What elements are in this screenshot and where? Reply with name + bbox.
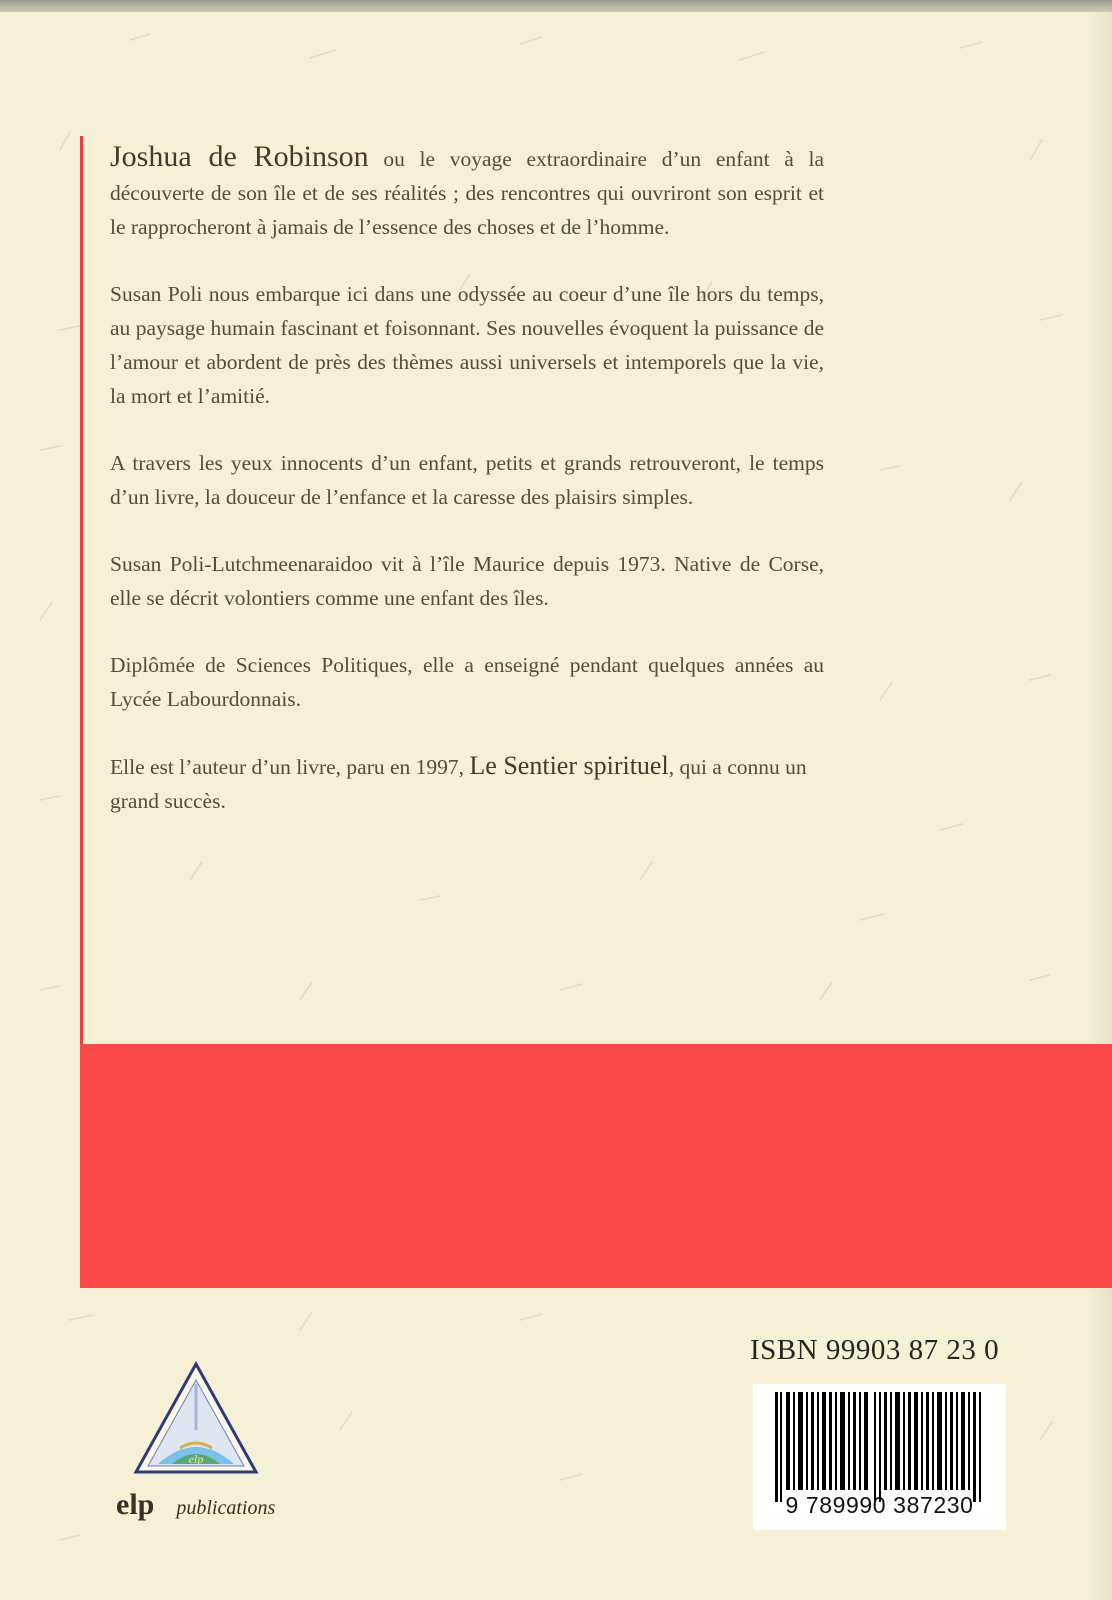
book-title: Joshua de Robinson — [110, 140, 369, 173]
author-bio-paragraph-2: Diplômée de Sciences Politiques, elle a enseigné pendant quelques années au Lycée Labourdonnais. — [110, 653, 824, 711]
elp-triangle-logo — [132, 1360, 260, 1478]
red-band — [80, 1044, 1112, 1288]
author-bio-paragraph-1: Susan Poli-Lutchmeenaraidoo vit à l’île Maurice depuis 1973. Native de Corse, elle se décrit volontiers comme une enfant des îles. — [110, 552, 824, 610]
blurb-paragraph-2: Susan Poli nous embarque ici dans une odyssée au coeur d’une île hors du temps, au paysage humain fascinant et foisonnant. Ses nouvelles évoquent la puissance de l’amour et abordent de près des thèmes aussi universels et intemporels que la vie, la mort et l’amitié. — [110, 282, 824, 408]
barcode — [753, 1384, 1006, 1530]
publisher-word: publications — [176, 1497, 276, 1519]
isbn-label: ISBN 99903 87 23 0 — [750, 1334, 1000, 1366]
barcode-digits: 9 789990 387230 — [785, 1492, 974, 1518]
author-bio-paragraph-3-pre: Elle est l’auteur d’un livre, paru en 1997, — [110, 755, 470, 779]
back-cover-blurb — [110, 140, 824, 851]
logo-mark-text: elp — [188, 1452, 204, 1466]
spine-shadow — [1086, 12, 1112, 1600]
blurb-paragraph-1 — [110, 140, 824, 244]
author-bio-paragraph-3 — [110, 749, 824, 818]
publisher-short: elp — [116, 1488, 155, 1521]
red-vertical-rule — [80, 136, 83, 1046]
blurb-paragraph-3: A travers les yeux innocents d’un enfant, petits et grands retrouveront, le temps d’un livre, la douceur de l’enfance et la caresse des plaisirs simples. — [110, 451, 824, 509]
previous-book-title: Le Sentier spirituel — [469, 751, 669, 780]
blurb-paragraph-1-text: ou le voyage extraordinaire d’un enfant à la découverte de son île et de ses réalités ; des rencontres qui ouvriront son esprit et le rapprocheront à jamais de l’essence des choses et de l’homme. — [110, 147, 825, 239]
author-bio-paragraph-3-post: , qui a connu un grand succès. — [110, 755, 807, 813]
publisher-name — [116, 1488, 275, 1522]
